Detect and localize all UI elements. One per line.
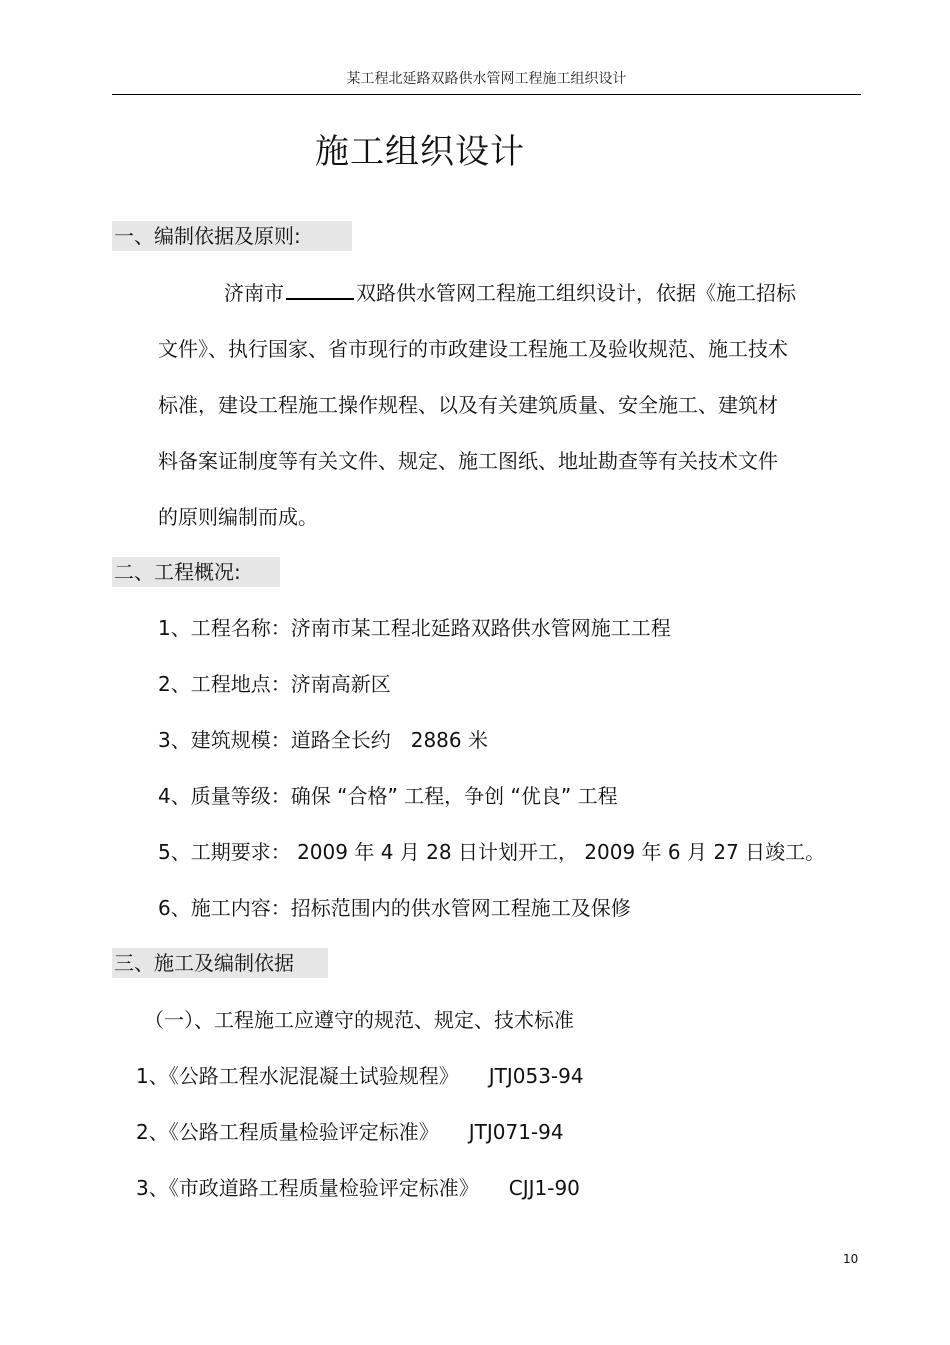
header-rule bbox=[112, 94, 861, 95]
paragraph-line-4: 料备案证制度等有关文件、规定、施工图纸、地址勘查等有关技术文件 bbox=[158, 449, 778, 473]
standard-index: 2、 bbox=[136, 1120, 169, 1144]
standard-index: 3、 bbox=[136, 1176, 169, 1200]
standard-name: 《公路工程水泥混凝土试验规程》 bbox=[168, 1064, 459, 1088]
subsection-heading: （一）、工程施工应遵守的规范、规定、技术标准 bbox=[144, 1008, 574, 1032]
paragraph-prefix: 济南市 bbox=[224, 281, 284, 305]
paragraph-line-3: 标准，建设工程施工操作规程、以及有关建筑质量、安全施工、建筑材 bbox=[158, 393, 778, 417]
paragraph-line-1 bbox=[224, 280, 796, 306]
standard-code: CJJ1-90 bbox=[508, 1176, 580, 1200]
standard-item bbox=[136, 1119, 564, 1145]
page-title: 施工组织设计 bbox=[315, 132, 525, 172]
running-header: 某工程北延路双路供水管网工程施工组织设计 bbox=[346, 71, 627, 87]
overview-item: 3、建筑规模：道路全长约 2886 米 bbox=[158, 728, 488, 752]
overview-item: 2、工程地点：济南高新区 bbox=[158, 672, 391, 696]
overview-item: 5、工期要求： 2009 年 4 月 28 日计划开工， 2009 年 6 月 27 日竣工。 bbox=[158, 840, 826, 864]
standard-name: 《公路工程质量检验评定标准》 bbox=[168, 1120, 439, 1144]
standard-code: JTJ071-94 bbox=[468, 1120, 564, 1144]
paragraph-suffix: 双路供水管网工程施工组织设计，依据《施工招标 bbox=[356, 281, 796, 305]
standard-code: JTJ053-94 bbox=[488, 1064, 584, 1088]
page-number: 10 bbox=[843, 1252, 859, 1266]
paragraph-line-2: 文件》、执行国家、省市现行的市政建设工程施工及验收规范、施工技术 bbox=[158, 337, 788, 361]
overview-item: 1、工程名称：济南市某工程北延路双路供水管网施工工程 bbox=[158, 616, 671, 640]
overview-item: 6、施工内容：招标范围内的供水管网工程施工及保修 bbox=[158, 896, 631, 920]
paragraph-line-5: 的原则编制而成。 bbox=[158, 505, 318, 529]
overview-item: 4、质量等级：确保 “合格” 工程，争创 “优良” 工程 bbox=[158, 784, 618, 808]
fill-in-blank bbox=[286, 282, 354, 300]
standard-name: 《市政道路工程质量检验评定标准》 bbox=[168, 1176, 479, 1200]
standard-item bbox=[136, 1063, 584, 1089]
section-heading-3: 三、施工及编制依据 bbox=[112, 948, 328, 978]
standard-index: 1、 bbox=[136, 1064, 169, 1088]
standard-item bbox=[136, 1175, 580, 1201]
section-heading-1: 一、编制依据及原则: bbox=[112, 221, 352, 251]
section-heading-2: 二、工程概况: bbox=[112, 557, 280, 587]
